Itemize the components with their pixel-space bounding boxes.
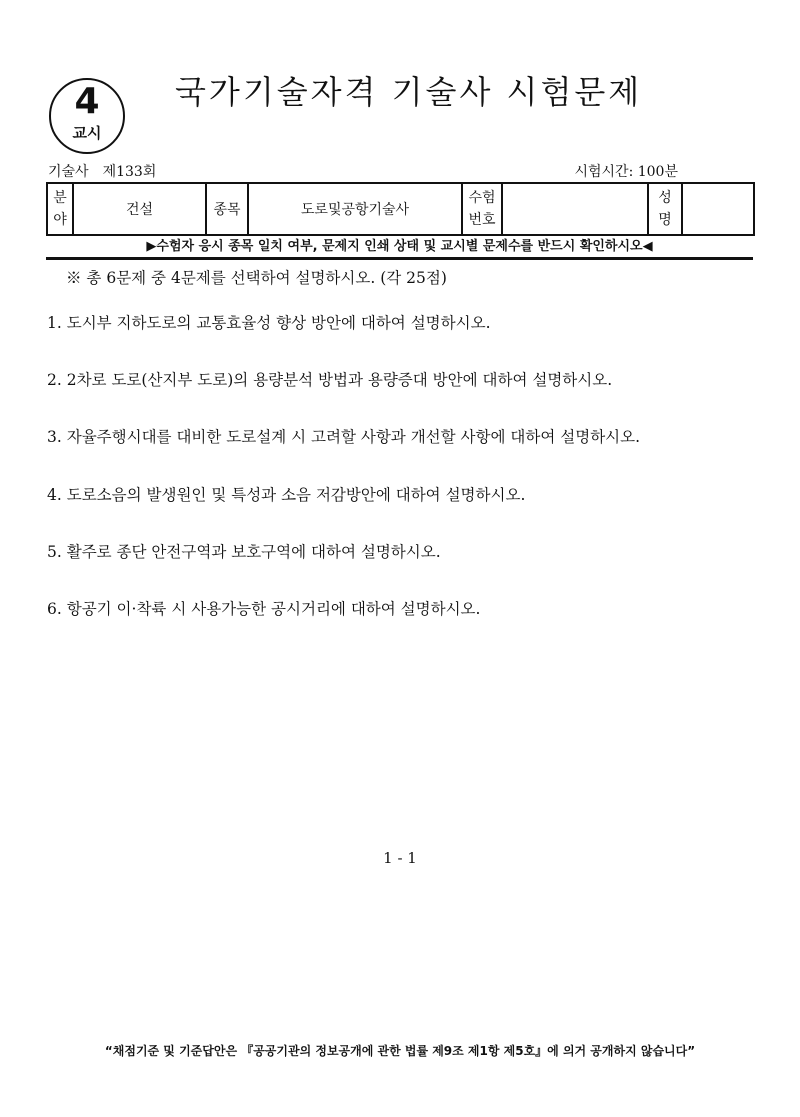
page-title: 국가기술자격 기술사 시험문제	[175, 73, 643, 111]
field-value-cell	[73, 183, 206, 235]
instruction-text: ※ 총 6문제 중 4문제를 선택하여 설명하시오. (각 25점)	[66, 269, 447, 287]
exam-time: 시험시간: 100분	[574, 164, 678, 180]
exam-category: 기술사	[48, 164, 89, 180]
name-field[interactable]	[682, 183, 754, 235]
exam-number-label-bottom: 번호	[468, 212, 496, 228]
name-label-top: 성	[658, 190, 672, 206]
type-label: 종목	[213, 202, 241, 218]
footer-notice: “채점기준 및 기준답안은 『공공기관의 정보공개에 관한 법률 제9조 제1항 제5호』에 의거 공개하지 않습니다”	[104, 1044, 696, 1058]
question-item: 4. 도로소음의 발생원인 및 특성과 소음 저감방안에 대하여 설명하시오.	[47, 486, 526, 504]
notice-bar: ▶수험자 응시 종목 일치 여부, 문제지 인쇄 상태 및 교시별 문제수를 반드시 확인하시오◀	[46, 237, 753, 260]
session-number: 4	[74, 81, 100, 122]
exam-number-label-top: 수험	[468, 190, 496, 206]
exam-number-label-cell	[462, 183, 502, 235]
field-label-top: 분	[53, 190, 67, 206]
exam-number-field[interactable]	[502, 183, 648, 235]
type-value-cell	[248, 183, 462, 235]
field-label-bottom: 야	[53, 212, 67, 228]
exam-meta	[48, 163, 170, 181]
session-label: 교시	[72, 124, 102, 142]
name-label-bottom: 명	[658, 212, 672, 228]
question-item: 1. 도시부 지하도로의 교통효율성 향상 방안에 대하여 설명하시오.	[47, 314, 491, 332]
field-label-cell	[47, 183, 73, 235]
type-label-cell	[206, 183, 248, 235]
question-item: 5. 활주로 종단 안전구역과 보호구역에 대하여 설명하시오.	[47, 543, 441, 561]
session-badge	[49, 78, 125, 154]
question-item: 3. 자율주행시대를 대비한 도로설계 시 고려할 사항과 개선할 사항에 대하여 설명하시오.	[47, 428, 641, 446]
type-value: 도로및공항기술사	[300, 202, 410, 218]
page-number: 1 - 1	[383, 849, 417, 867]
exam-round: 제133회	[102, 164, 157, 180]
question-item: 2. 2차로 도로(산지부 도로)의 용량분석 방법과 용량증대 방안에 대하여 설명하시오.	[47, 371, 613, 389]
field-value: 건설	[125, 202, 154, 218]
name-label-cell	[648, 183, 682, 235]
question-item: 6. 항공기 이·착륙 시 사용가능한 공시거리에 대하여 설명하시오.	[47, 600, 481, 618]
info-table	[46, 182, 755, 236]
